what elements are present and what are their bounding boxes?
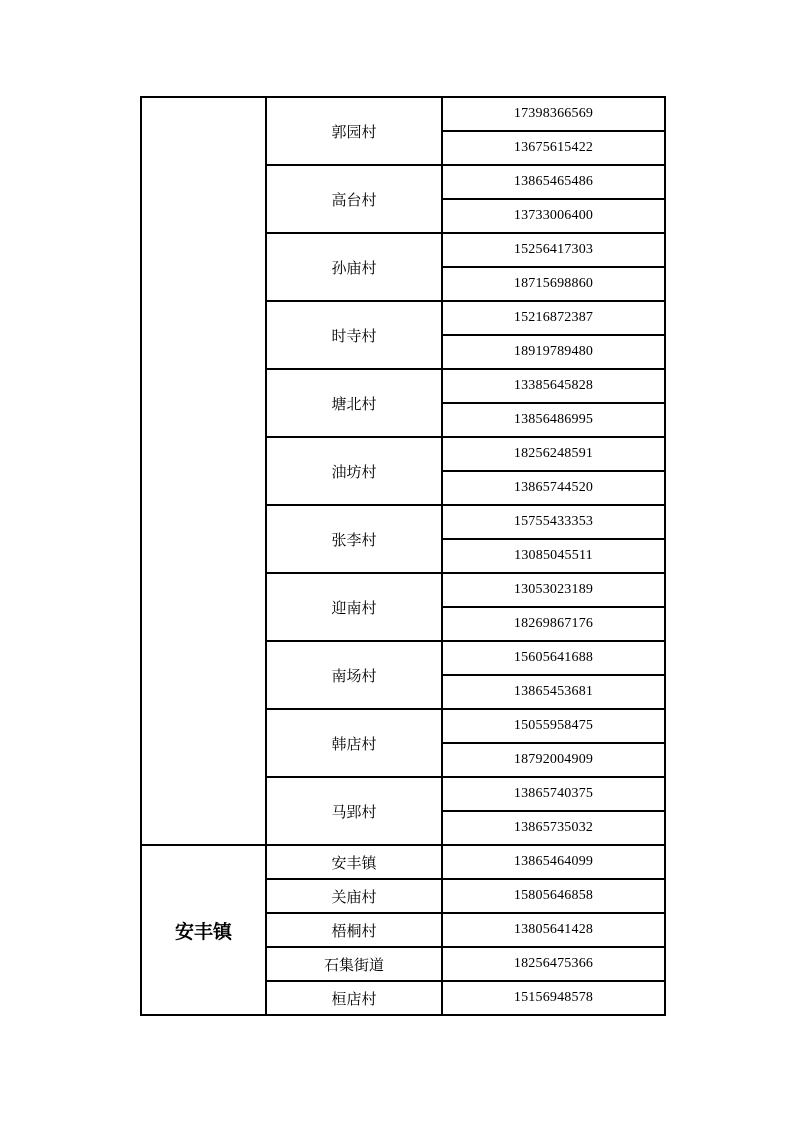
phone-number-cell: 15216872387 xyxy=(442,301,665,335)
village-name-cell: 梧桐村 xyxy=(266,913,442,947)
phone-number-cell: 13053023189 xyxy=(442,573,665,607)
village-name-cell: 桓店村 xyxy=(266,981,442,1015)
phone-number-cell: 13856486995 xyxy=(442,403,665,437)
village-name-cell: 石集街道 xyxy=(266,947,442,981)
phone-number-cell: 18269867176 xyxy=(442,607,665,641)
phone-number-cell: 13805641428 xyxy=(442,913,665,947)
phone-number-cell: 18256248591 xyxy=(442,437,665,471)
phone-number-cell: 15156948578 xyxy=(442,981,665,1015)
phone-number-cell: 13865740375 xyxy=(442,777,665,811)
phone-number-cell: 13733006400 xyxy=(442,199,665,233)
town-cell xyxy=(141,97,266,845)
village-name-cell: 时寺村 xyxy=(266,301,442,369)
phone-number-cell: 15805646858 xyxy=(442,879,665,913)
phone-number-cell: 18715698860 xyxy=(442,267,665,301)
phone-number-cell: 18919789480 xyxy=(442,335,665,369)
village-name-cell: 孙庙村 xyxy=(266,233,442,301)
village-name-cell: 南场村 xyxy=(266,641,442,709)
table-body xyxy=(141,97,665,1015)
phone-number-cell: 13865735032 xyxy=(442,811,665,845)
contact-table xyxy=(140,96,666,1016)
phone-number-cell: 13865465486 xyxy=(442,165,665,199)
phone-number-cell: 15755433353 xyxy=(442,505,665,539)
village-name-cell: 马郢村 xyxy=(266,777,442,845)
village-name-cell: 关庙村 xyxy=(266,879,442,913)
phone-number-cell: 13865744520 xyxy=(442,471,665,505)
village-name-cell: 韩店村 xyxy=(266,709,442,777)
town-cell: 安丰镇 xyxy=(141,845,266,1015)
phone-number-cell: 18792004909 xyxy=(442,743,665,777)
table-row xyxy=(141,845,665,879)
village-name-cell: 张李村 xyxy=(266,505,442,573)
phone-number-cell: 15256417303 xyxy=(442,233,665,267)
village-name-cell: 油坊村 xyxy=(266,437,442,505)
phone-number-cell: 15605641688 xyxy=(442,641,665,675)
phone-number-cell: 13865464099 xyxy=(442,845,665,879)
phone-number-cell: 17398366569 xyxy=(442,97,665,131)
phone-number-cell: 13675615422 xyxy=(442,131,665,165)
village-name-cell: 迎南村 xyxy=(266,573,442,641)
phone-number-cell: 13865453681 xyxy=(442,675,665,709)
phone-number-cell: 15055958475 xyxy=(442,709,665,743)
village-name-cell: 塘北村 xyxy=(266,369,442,437)
phone-number-cell: 13385645828 xyxy=(442,369,665,403)
village-name-cell: 高台村 xyxy=(266,165,442,233)
village-name-cell: 郭园村 xyxy=(266,97,442,165)
table-row xyxy=(141,97,665,131)
phone-number-cell: 13085045511 xyxy=(442,539,665,573)
village-name-cell: 安丰镇 xyxy=(266,845,442,879)
phone-number-cell: 18256475366 xyxy=(442,947,665,981)
